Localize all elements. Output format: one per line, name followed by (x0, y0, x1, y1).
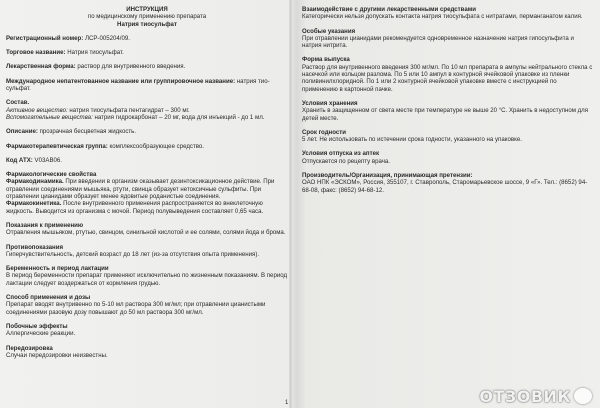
special-heading: Особые указания (302, 27, 356, 35)
right-column (302, 6, 594, 194)
indications-text: Отравления мышьяком, ртутью, свинцом, синильной кислотой и ее солями, солями йода и брома. (6, 229, 286, 237)
storage-text: Хранить в защищенном от света месте при температуре не выше 20 °С. Хранить в недоступном для детей месте. (302, 107, 589, 122)
overdose-heading: Передозировка (6, 344, 53, 352)
page-number: 1 (285, 400, 289, 406)
contraindications-text: Гиперчувствительность, детский возраст до 18 лет (из-за отсутствия опыта применения). (6, 250, 260, 258)
special-text: При отравлении цианидами рекомендуется одновременное назначение натрия гипосульфита и натрия нитрита. (302, 34, 574, 50)
manufacturer-text: ОАО НПК «ЭСКОМ», Россия, 355107, г. Ставрополь, Старомарьевское шоссе, 9 «Г». Тел.: (8652) 94-68-08, факс: (8652) 94-68-12. (302, 179, 588, 194)
dosage-heading: Способ применения и дозы (6, 294, 91, 302)
dispense-text: Отпускается по рецепту врача. (302, 157, 391, 165)
indications-heading: Показания к применению (6, 221, 84, 229)
storage-heading: Условия хранения (302, 99, 358, 107)
pharmacokinetics: Фармакокинетика. После внутривенного применения распространяется во внеклеточную жидкость. Выводится из организма с мочой. Период полувыведения составляет 0,65 часа. (6, 200, 264, 215)
composition-heading: Состав. (6, 99, 30, 107)
excipients: Вспомогательные вещества: натрия гидрокарбонат – 20 мг, вода для инъекций - до 1 мл. (6, 113, 265, 121)
shelf-life-heading: Срок годности (302, 128, 346, 136)
doc-subtitle: по медицинскому применению препарата (87, 13, 207, 21)
left-column (6, 6, 288, 359)
atc-code: Код АТХ: V03AB06. (6, 156, 62, 164)
release-heading: Форма выпуска (302, 56, 350, 64)
shelf-life-text: 5 лет. Не использовать по истечении срока годности, указанного на упаковке. (302, 136, 522, 144)
pregnancy-heading: Беременность и период лактации (6, 265, 109, 273)
interactions-text: Категорически нельзя допускать контакта натрия тиосульфата с нитратами, перманганатом калия. (302, 13, 583, 21)
reg-number: Регистрационный номер: ЛСР-005204/09. (6, 34, 130, 42)
paper-fold (289, 0, 292, 408)
pharmacodynamics: Фармакодинамика. При введении в организм оказывает дезинтоксикационное действие. При отравлении соединениями мышьяка, ртути, свинца образует нетоксичные сульфиты. При отравлении цианидами образует менее ядовитые роданистые соединения. (6, 178, 275, 201)
watermark-text: ОТЗОВИК (479, 386, 571, 406)
overdose-text: Случаи передозировки неизвестны. (6, 351, 108, 359)
doc-title: ИНСТРУКЦИЯ (126, 6, 168, 13)
inn: Международное непатентованное название или группировочное название: натрия тио-сульфат. (6, 77, 270, 93)
dosage-text: Препарат вводят внутривенно по 5-10 мл раствора 300 мг/мл; при отравлении цианистыми соединениями разовую дозу повышают до 50 мл раствора 300 мг/мл. (6, 301, 266, 316)
trade-name: Торговое название: Натрия тиосульфат. (6, 49, 124, 57)
side-effects-heading: Побочные эффекты (6, 322, 68, 330)
dosage-form: Лекарственная форма: раствор для внутривенного введения. (6, 63, 186, 71)
active-substance: Активное вещество: натрия тиосульфата пентагидрат – 300 мг. (6, 106, 190, 114)
manufacturer-heading: Производитель/Организация, принимающая претензии: (302, 172, 473, 180)
release-text: Раствор для внутривенного введения 300 мг/мл. По 10 мл препарата в ампулы нейтрального стекла с насечкой или кольцом разлома. По 5 или 10 ампул в контурной ячейковой упаковке из пленки поливинилхлоридной. По 1 или 2 контурной ячейковой упаковке вместе с инструкцией по применению в картонной пачке. (302, 63, 593, 93)
otzovik-watermark (479, 388, 592, 404)
dispense-heading: Условия отпуска из аптек (302, 150, 380, 158)
description: Описание: прозрачная бесцветная жидкость. (6, 128, 137, 136)
pharm-props-heading: Фармакологические свойства (6, 171, 97, 179)
side-effects-text: Аллергические реакции. (6, 330, 76, 338)
drug-title: Натрия тиосульфат (117, 20, 177, 28)
pregnancy-text: В период беременности препарат применяют исключительно по жизненным показаниям. В период лактации следует воздержаться от кормления грудью. (6, 272, 288, 287)
contraindications-heading: Противопоказания (6, 243, 64, 251)
watermark-logo-icon (574, 388, 592, 404)
interactions-heading: Взаимодействие с другими лекарственными средствами (302, 6, 476, 13)
pharm-group: Фармакотерапевтическая группа: комплексообразующее средство. (6, 142, 204, 150)
